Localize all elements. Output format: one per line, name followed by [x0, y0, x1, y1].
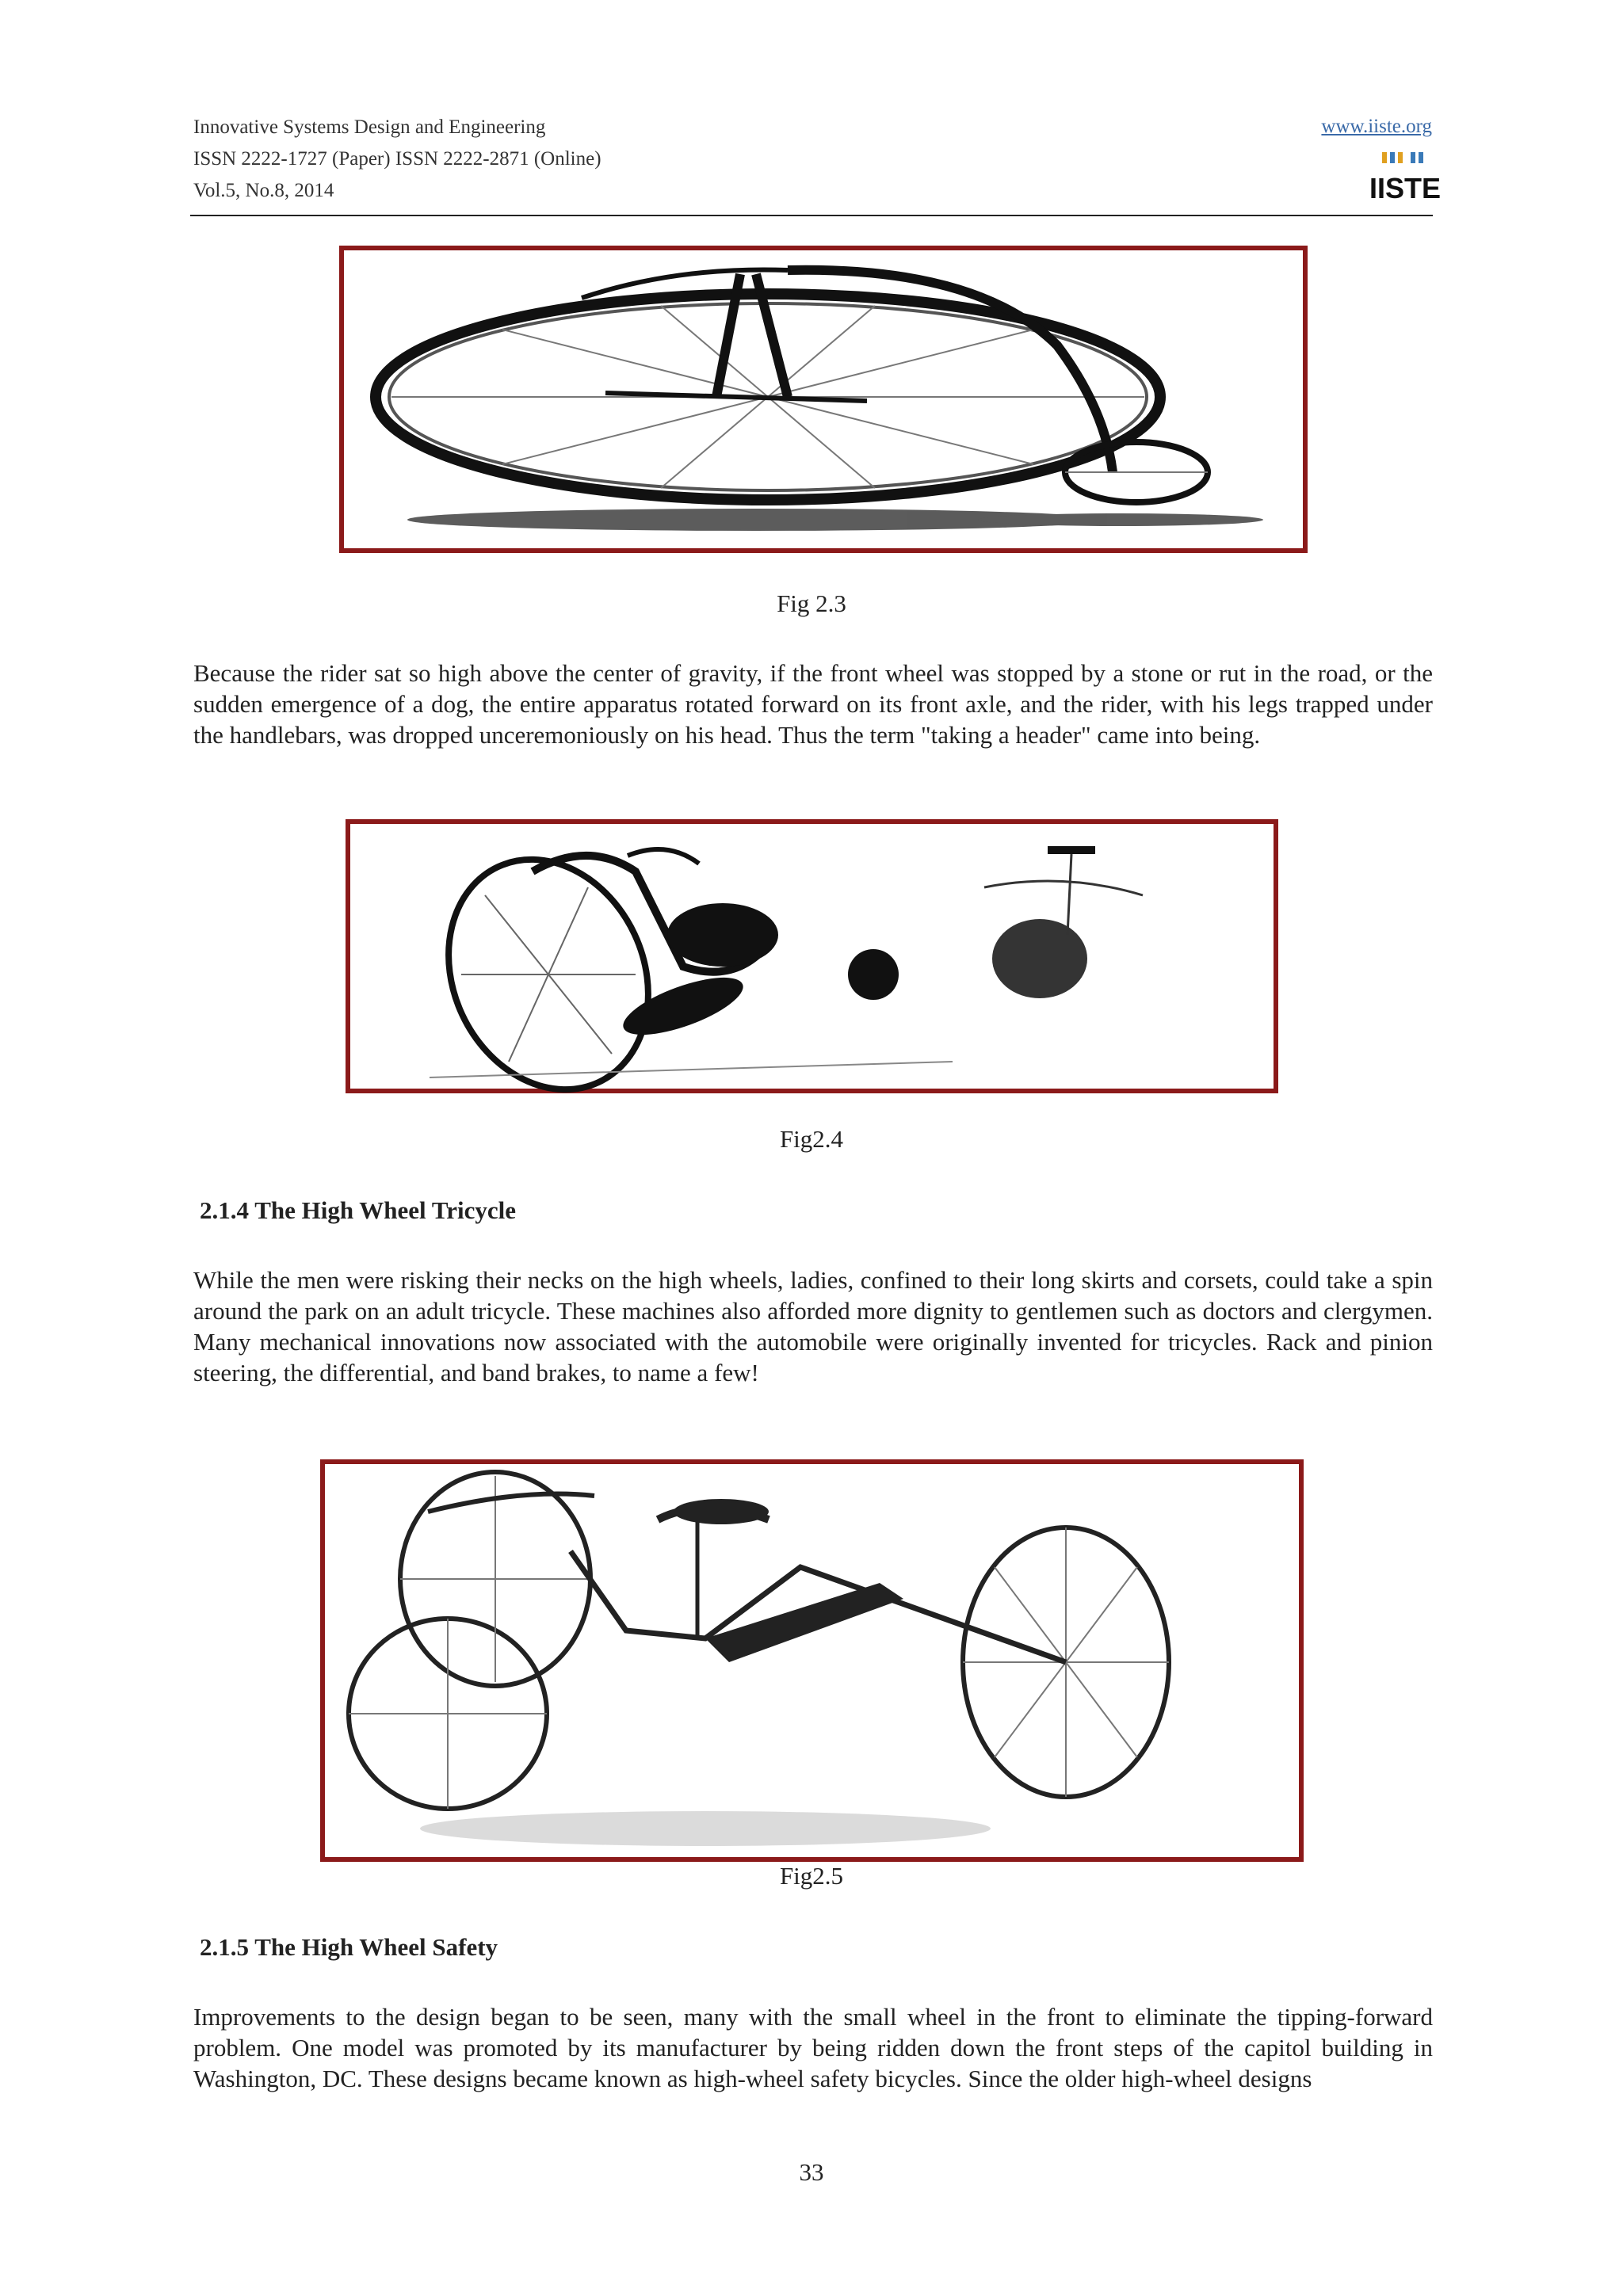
section-heading-tricycle: 2.1.4 The High Wheel Tricycle: [200, 1196, 516, 1224]
high-wheel-tricycle-image: [325, 1464, 1299, 1857]
iiste-logo: [1369, 151, 1442, 206]
figure-2-3: [339, 246, 1308, 553]
website-link[interactable]: www.iiste.org: [1321, 116, 1432, 137]
figure-2-4-caption: Fig2.4: [779, 1125, 844, 1153]
logo-text: IISTE: [1369, 172, 1442, 204]
page-number: 33: [799, 2158, 824, 2186]
paragraph-safety: Improvements to the design began to be seen, many with the small wheel in the front to eliminate the tipping-forward problem. One model was promoted by its manufacturer by being ridden down the front steps of the capitol building in Washington, DC. These designs became known as high-wheel safety bicycles. Since the older high-wheel designs: [193, 2003, 1433, 2092]
volume-line: Vol.5, No.8, 2014: [193, 180, 334, 201]
figure-2-3-caption: Fig 2.3: [777, 589, 846, 617]
journal-title: Innovative Systems Design and Engineering: [193, 116, 546, 138]
rider-taking-a-header-image: [350, 824, 1274, 1089]
issn-line: ISSN 2222-1727 (Paper) ISSN 2222-2871 (Online): [193, 148, 601, 170]
section-heading-safety: 2.1.5 The High Wheel Safety: [200, 1933, 498, 1961]
figure-2-5: [320, 1459, 1304, 1862]
high-wheel-bicycle-image: [344, 250, 1303, 548]
figure-2-4: [346, 819, 1278, 1093]
figure-2-5-caption: Fig2.5: [779, 1862, 844, 1890]
header-rule: [190, 215, 1433, 216]
paragraph-tricycle: While the men were risking their necks on the high wheels, ladies, confined to their long skirts and corsets, could take a spin around the park on an adult tricycle. These machines also afforded more dignity to gentlemen such as doctors and clergymen. Many mechanical innovations now associated with the automobile were originally invented for tricycles. Rack and pinion steering, the differential, and band brakes, to name a few!: [193, 1266, 1433, 1386]
paragraph-header-fall: Because the rider sat so high above the center of gravity, if the front wheel was stopped by a stone or rut in the road, or the sudden emergence of a dog, the entire apparatus rotated forward on its front axle, and the rider, with his legs trapped under the handlebars, was dropped unceremoniously on his head. Thus the term "taking a header" came into being.: [193, 659, 1433, 749]
